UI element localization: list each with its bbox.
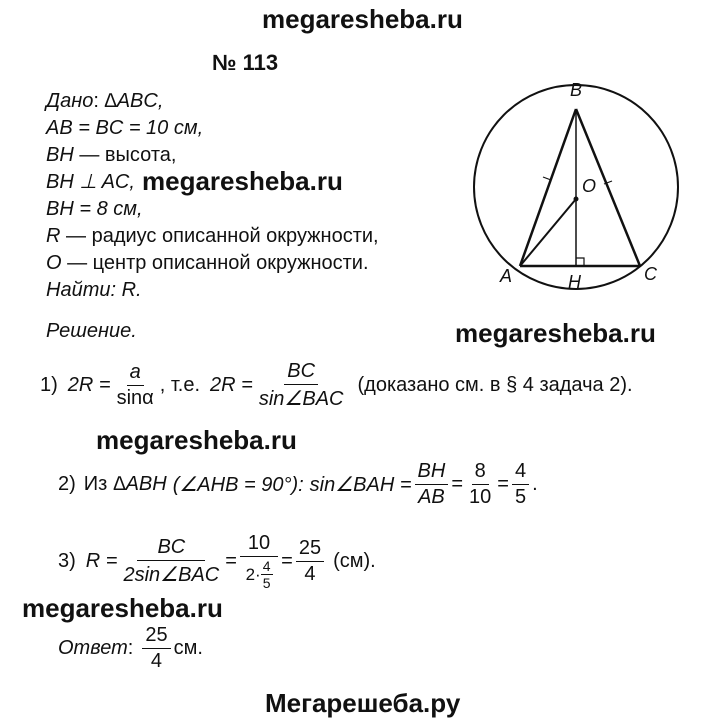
find-value: : R. [110,279,142,301]
step-3-f2-den-a: 2· [245,564,261,584]
step-2-eq-2: = [497,473,509,495]
step-3-f3-num: 25 [296,537,324,562]
step-2-f2-num: 8 [472,460,489,485]
given-text-r: — радиус описанной окружности, [60,225,379,247]
step-2-text-a: Из [83,473,108,495]
step-2-f2-den: 10 [469,486,492,508]
given-triangle: ∆ABC, [104,90,164,112]
answer [58,624,203,673]
step-2-eq-1: = [451,473,464,495]
step-2-f3-den: 5 [514,486,527,508]
given-line-2 [46,142,176,169]
given-var-r: R [46,225,61,247]
watermark-right: megaresheba.ru [455,318,656,348]
step-3-frac-2 [240,532,278,591]
step-1-note: (доказано см. в § 4 задача 2). [357,374,633,396]
answer-unit: см. [173,637,203,659]
label-a: A [500,266,513,286]
tick-ab [543,177,551,180]
given-line-6 [46,250,369,277]
step-3-f2-den-den: 5 [262,575,271,591]
label-o: O [582,176,597,196]
step-1-frac2-den: sin∠BAC [258,388,344,410]
answer-fraction [142,624,170,673]
watermark-top: megaresheba.ru [262,4,463,34]
step-3-eq-2: = [281,550,293,572]
step-2-f3-num: 4 [512,460,529,485]
step-3-f1-den: 2sin∠BAC [123,564,220,586]
step-3 [58,532,376,591]
step-3-eq-1: = [225,550,237,572]
step-3-unit: (см). [333,550,376,572]
given-var-o: O [46,252,62,274]
solution-label: Решение. [46,320,137,342]
given-line-4: BH = 8 см, [46,198,143,220]
label-c: C [644,264,657,284]
answer-den: 4 [150,650,163,672]
step-2-frac-3 [512,460,529,509]
step-3-f3-den: 4 [304,563,316,585]
answer-colon: : [127,637,134,659]
step-2-f1-den: AB [418,486,445,508]
step-1-fraction-2 [256,360,347,411]
given-line-1: AB = BC = 10 см, [46,117,204,139]
step-2-text-b: ∆ABH [113,473,167,495]
step-3-f2-den [243,557,276,591]
answer-num: 25 [142,624,170,649]
label-b: B [570,80,583,100]
step-3-f1-num: BC [137,536,205,561]
step-1-frac2-num: BC [284,360,318,385]
given-var-bh: BH [46,144,74,166]
step-2 [58,460,538,509]
step-3-num: 3) [58,550,76,572]
step-3-lhs: R = [85,550,118,572]
step-1-mid: , т.е. [159,374,201,396]
step-2-num: 2) [58,473,76,495]
radius-oa [520,199,576,266]
step-2-text-c: (∠AHB = 90°): [172,474,304,496]
step-3-f2-num: 10 [240,532,278,557]
watermark-middle: megaresheba.ru [142,166,343,196]
step-1-lhs: 2R = [67,374,111,396]
step-1-fraction [114,361,157,410]
find-label: Найти [46,279,111,301]
step-3-frac-3 [296,537,324,586]
step-2-frac-2 [466,460,494,509]
watermark-left-1: megaresheba.ru [96,425,297,455]
label-h: H [568,272,581,292]
step-3-frac-1 [120,536,222,587]
watermark-left-2: megaresheba.ru [22,593,223,623]
step-1-frac-num: a [127,361,144,386]
given-header: Дано: ∆ABC, [46,90,164,112]
step-3-f2-den-frac [261,558,273,591]
step-2-frac-1 [415,460,449,509]
geometry-figure [470,76,710,296]
step-2-text-d: sin∠BAH = [309,474,412,496]
problem-number: № 113 [212,50,279,75]
step-1-lhs2: 2R = [210,374,253,396]
given-label: Дано [46,90,94,112]
given-line-5 [46,223,379,250]
center-point [574,197,579,202]
watermark-bottom: Мегарешеба.ру [265,688,461,718]
step-1-num: 1) [40,374,58,396]
given-find [46,277,142,304]
step-1-frac-den: sinα [116,387,154,409]
given-text-bh: — высота, [73,144,177,166]
step-2-f1-num: BH [415,460,449,485]
step-2-end: . [532,473,538,495]
side-ab [520,109,576,266]
given-line-3: BH ⊥ AC, [46,171,135,193]
step-3-f2-den-num: 4 [262,558,271,574]
answer-label: Ответ [58,637,128,659]
given-text-o: — центр описанной окружности. [61,252,369,274]
step-1 [40,360,633,411]
